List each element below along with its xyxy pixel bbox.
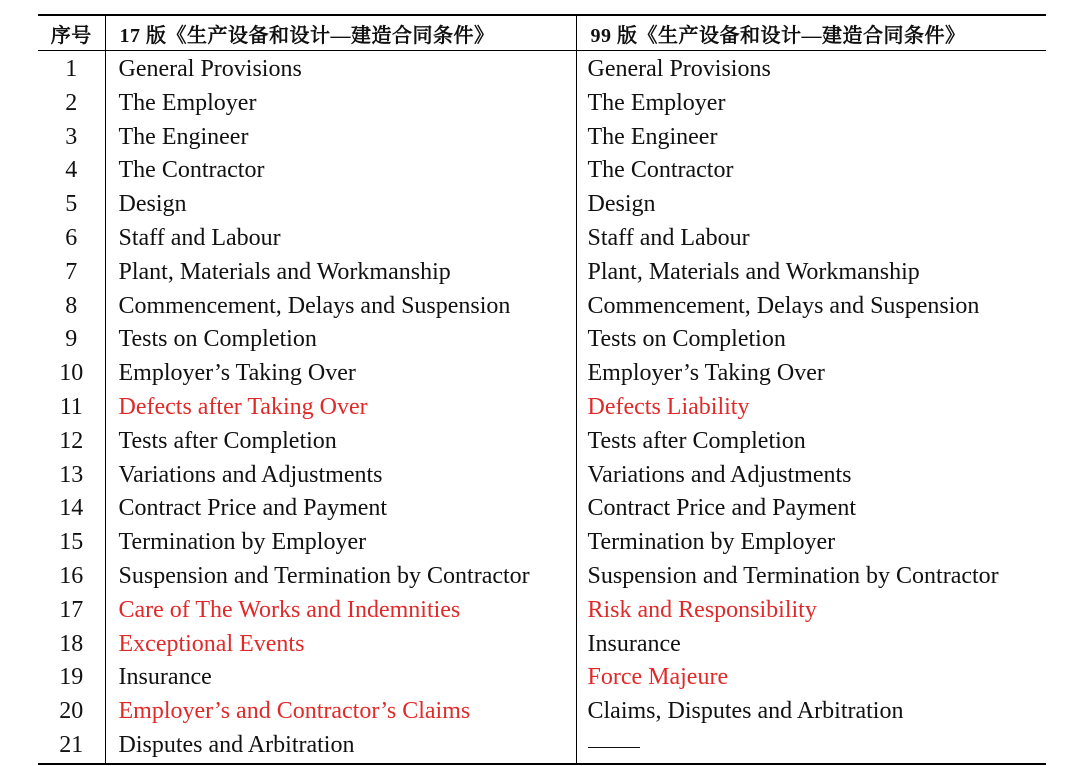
clause-1999: General Provisions <box>587 56 771 82</box>
clause-1999 <box>576 729 1046 764</box>
clause-1999: Risk and Responsibility <box>587 596 817 623</box>
table-row <box>38 695 1046 729</box>
table-row <box>38 729 1046 764</box>
row-number: 6 <box>38 222 105 256</box>
table-row <box>38 594 1046 628</box>
clause-2017: Employer’s Taking Over <box>105 357 576 391</box>
table-row <box>38 628 1046 662</box>
clause-2017: The Contractor <box>105 154 576 188</box>
row-number: 15 <box>38 526 105 560</box>
table-row <box>38 323 1046 357</box>
clause-1999: Design <box>587 191 656 218</box>
clause-comparison-table <box>38 14 1046 765</box>
clause-2017: Variations and Adjustments <box>105 459 576 493</box>
clause-1999: The Contractor <box>587 157 734 184</box>
clause-2017: The Employer <box>105 87 576 121</box>
header-serial-number: 序号 <box>38 15 105 51</box>
header-2017-edition: 17 版《生产设备和设计—建造合同条件》 <box>105 15 576 51</box>
row-number: 8 <box>38 290 105 324</box>
table-row <box>38 222 1046 256</box>
clause-2017: Defects after Taking Over <box>105 391 576 425</box>
clause-2017: Exceptional Events <box>105 628 576 662</box>
clause-2017: Tests after Completion <box>105 425 576 459</box>
clause-2017: Staff and Labour <box>105 222 576 256</box>
clause-2017: Commencement, Delays and Suspension <box>105 290 576 324</box>
row-number: 7 <box>38 256 105 290</box>
row-number: 17 <box>38 594 105 628</box>
no-clause-dash <box>588 747 640 748</box>
clause-1999: Suspension and Termination by Contractor <box>587 562 999 589</box>
clause-1999: Plant, Materials and Workmanship <box>587 258 920 285</box>
table-row <box>38 290 1046 324</box>
row-number: 2 <box>38 87 105 121</box>
clause-2017: Contract Price and Payment <box>105 492 576 526</box>
clause-2017: Termination by Employer <box>105 526 576 560</box>
table-row <box>38 51 1046 87</box>
row-number: 19 <box>38 661 105 695</box>
clause-2017: Disputes and Arbitration <box>105 729 576 764</box>
table-row <box>38 492 1046 526</box>
row-number: 4 <box>38 154 105 188</box>
row-number: 21 <box>38 729 105 764</box>
clause-2017: Employer’s and Contractor’s Claims <box>105 695 576 729</box>
clause-1999: Contract Price and Payment <box>587 495 857 522</box>
clause-1999: Insurance <box>587 630 681 657</box>
clause-1999: Employer’s Taking Over <box>587 360 825 387</box>
table-row <box>38 560 1046 594</box>
clause-2017: Plant, Materials and Workmanship <box>105 256 576 290</box>
clause-1999: The Engineer <box>587 123 718 150</box>
clause-1999: Defects Liability <box>587 393 750 420</box>
clause-2017: Insurance <box>105 661 576 695</box>
clause-2017: Design <box>105 188 576 222</box>
clause-2017: The Engineer <box>105 121 576 155</box>
table-row <box>38 154 1046 188</box>
table-row <box>38 357 1046 391</box>
table-row <box>38 661 1046 695</box>
table-row <box>38 256 1046 290</box>
clause-1999: Tests after Completion <box>587 427 806 454</box>
clause-1999: Variations and Adjustments <box>587 461 852 488</box>
table-row <box>38 391 1046 425</box>
row-number: 3 <box>38 121 105 155</box>
clause-1999: Claims, Disputes and Arbitration <box>587 698 904 725</box>
clause-2017: General Provisions <box>105 51 576 87</box>
row-number: 1 <box>38 51 105 87</box>
row-number: 11 <box>38 391 105 425</box>
table-row <box>38 121 1046 155</box>
row-number: 9 <box>38 323 105 357</box>
header-1999-edition: 99 版《生产设备和设计—建造合同条件》 <box>576 15 1046 51</box>
row-number: 16 <box>38 560 105 594</box>
clause-2017: Care of The Works and Indemnities <box>105 594 576 628</box>
row-number: 14 <box>38 492 105 526</box>
clause-2017: Tests on Completion <box>105 323 576 357</box>
row-number: 20 <box>38 695 105 729</box>
table-body <box>38 51 1046 764</box>
table-row <box>38 459 1046 493</box>
table-row <box>38 188 1046 222</box>
clause-1999: The Employer <box>587 89 726 116</box>
table-header <box>38 15 1046 51</box>
clause-2017: Suspension and Termination by Contractor <box>105 560 576 594</box>
clause-1999: Tests on Completion <box>587 326 786 353</box>
table-row <box>38 425 1046 459</box>
clause-1999: Commencement, Delays and Suspension <box>587 292 980 319</box>
row-number: 10 <box>38 357 105 391</box>
clause-1999: Force Majeure <box>587 664 729 691</box>
clause-1999: Termination by Employer <box>587 529 836 556</box>
row-number: 12 <box>38 425 105 459</box>
table-row <box>38 87 1046 121</box>
table-row <box>38 526 1046 560</box>
row-number: 18 <box>38 628 105 662</box>
row-number: 13 <box>38 459 105 493</box>
row-number: 5 <box>38 188 105 222</box>
header-row <box>38 15 1046 51</box>
clause-1999: Staff and Labour <box>587 224 750 251</box>
